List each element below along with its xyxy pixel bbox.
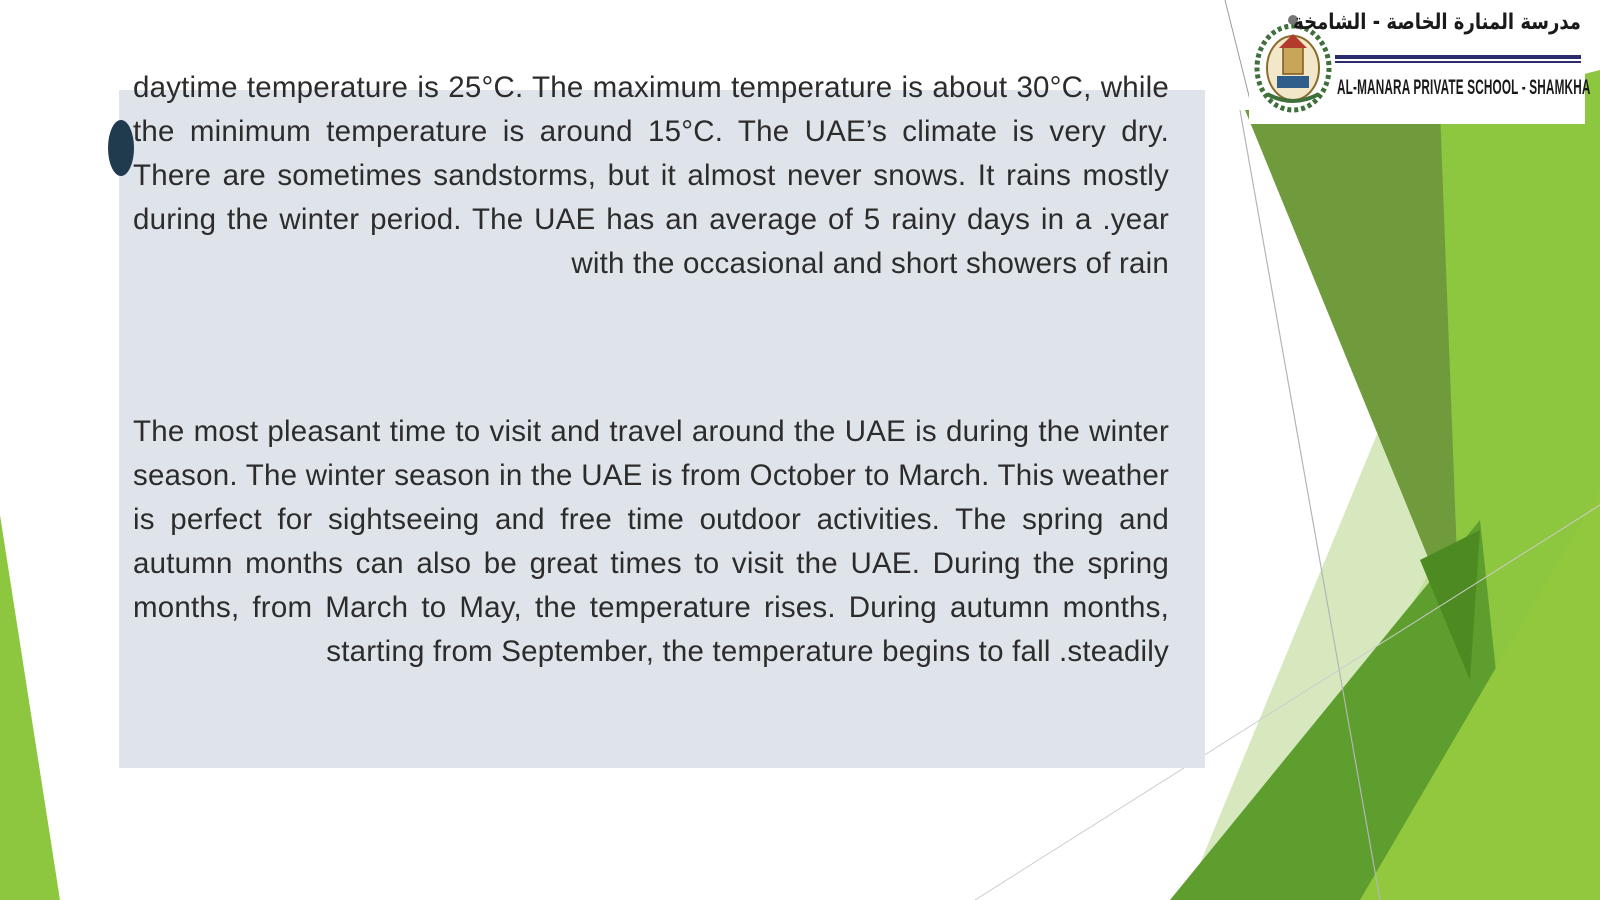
text-box [119, 71, 1205, 768]
school-name-english: AL-MANARA PRIVATE SCHOOL - SHAMKHA [1337, 76, 1591, 99]
logo-divider-thin [1335, 61, 1581, 63]
paragraph-best-time-to-visit: The most pleasant time to visit and travel around the UAE is during the winter season. The winter season in the UAE is from October to March. This weather is perfect for sightseeing and free time outdoor activities. The spring and autumn months can also be great times to visit the UAE. During the spring months, from March to May, the temperature rises. During autumn months, starting from September, the temperature begins to fall .steadily [133, 415, 1169, 668]
left-green-triangle [0, 515, 60, 900]
logo-divider [1335, 55, 1581, 59]
school-logo [1249, 0, 1591, 124]
bullet-marker [108, 120, 134, 176]
school-name-arabic: مدرسة المنارة الخاصة - الشامخة [1293, 10, 1581, 35]
paragraph-climate: daytime temperature is 25°C. The maximum temperature is about 30°C, while the minimum temperature is around 15°C. The UAE’s climate is very dry. There are sometimes sandstorms, but it almost never snows. It rains mostly during the winter period. The UAE has an average of 5 rainy days in a .year with the occasional and short showers of rain [133, 71, 1169, 280]
